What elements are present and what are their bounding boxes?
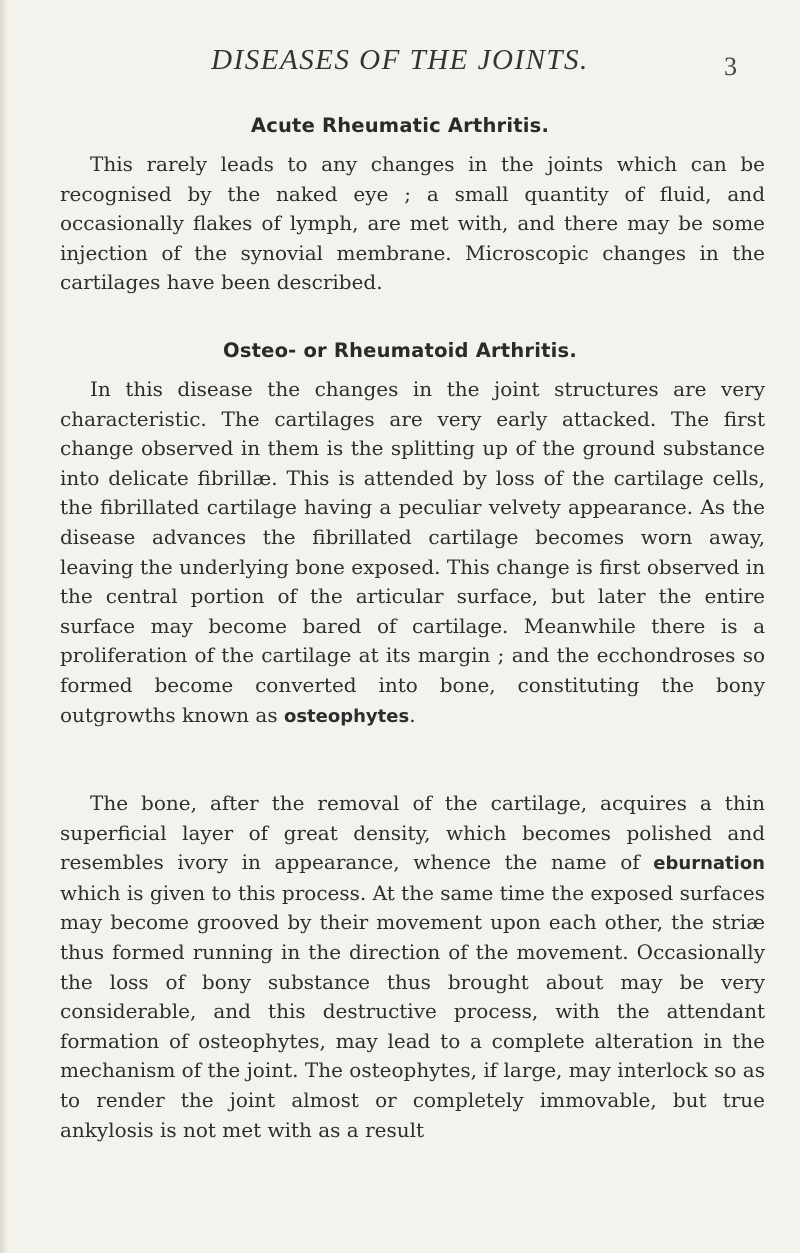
section-heading-osteo-rheumatoid-arthritis: Osteo- or Rheumatoid Arthritis. bbox=[223, 339, 577, 362]
term-osteophytes: osteophytes bbox=[283, 705, 410, 727]
section-heading-acute-rheumatic-arthritis: Acute Rheumatic Arthritis. bbox=[250, 114, 550, 137]
paragraph-text: This rarely leads to any changes in the joints which can be recognised by the naked eye ; a small quantity of fluid, and occasionally flakes of lymph, are met with, and there may be some injection of the synovial membrane. Microscopic changes in the cartilages have been described. bbox=[60, 152, 765, 295]
page-edge-shadow bbox=[0, 0, 8, 1253]
paragraph-text: In this disease the changes in the joint structures are very characteristic. The cartilages are very early attacked. The first change observed in them is the splitting up of the ground substance into delicate fibrillæ. This is attended by loss of the cartilage cells, the fibrillated cartilage having a peculiar velvety appearance. As the disease advances the fibrillated cartilage becomes worn away, leaving the underlying bone exposed. This change is first observed in the central portion of the articular surface, but later the entire surface may become bared of cartilage. Meanwhile there is a proliferation of the cartilage at its margin ; and the ecchondroses so formed become converted into bone, constituting the bony outgrowths known as bbox=[60, 377, 765, 727]
paragraph-text-continued: which is given to this process. At the same time the exposed surfaces may become grooved by their movement upon each other, the striæ thus formed running in the direction of the movement. Occasionally the loss of bony substance thus brought about may be very considerable, and this destructive process, with the attendant formation of osteophytes, may lead to a complete alteration in the mechanism of the joint. The osteophytes, if large, may interlock so as to render the joint almost or completely immovable, but true ankylosis is not met with as a result bbox=[60, 880, 765, 1142]
paragraph-acute-rheumatic-arthritis bbox=[60, 150, 765, 298]
paragraph-text: The bone, after the removal of the cartilage, acquires a thin superficial layer of great density, which becomes polished and resembles ivory in appearance, whence the name of bbox=[60, 791, 765, 875]
running-title: DISEASES OF THE JOINTS. bbox=[211, 44, 589, 76]
paragraph-osteo-arthritis-1 bbox=[60, 375, 765, 731]
paragraph-osteo-arthritis-2 bbox=[60, 789, 765, 1145]
page-number: 3 bbox=[724, 52, 737, 81]
term-eburnation: eburnation bbox=[653, 853, 765, 875]
paragraph-text-end: . bbox=[409, 702, 416, 727]
page-header bbox=[0, 44, 800, 84]
